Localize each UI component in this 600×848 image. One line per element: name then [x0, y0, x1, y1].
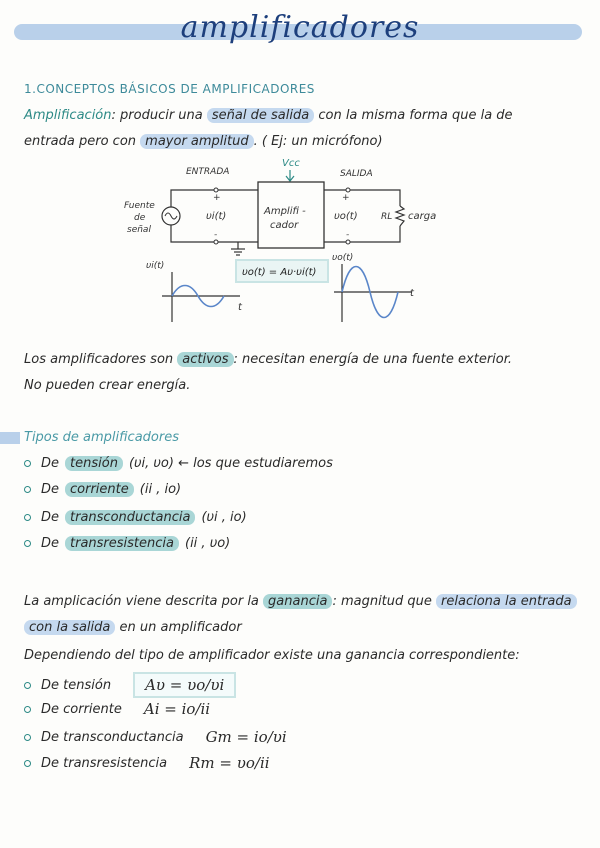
bullet-icon	[24, 486, 31, 493]
amplifier-circuit-diagram	[0, 150, 600, 330]
definition-term: Amplificación	[24, 108, 112, 123]
highlight-transconductancia: transconductancia	[65, 510, 195, 525]
tipos-item-prefix: De	[41, 510, 60, 525]
bullet-icon	[24, 514, 31, 521]
ganancia-item-label: De transconductancia	[41, 729, 184, 745]
input-plus: +	[213, 193, 221, 203]
bullet-icon	[24, 706, 31, 713]
ganancia-line-3: Dependiendo del tipo de amplificador existe una ganancia correspondiente:	[24, 648, 520, 663]
equation-text: υo(t) = Aυ·υi(t)	[242, 267, 317, 278]
output-wire-top	[324, 190, 400, 206]
ganancia-text-3: en un amplificador	[119, 620, 242, 635]
highlight-tension: tensión	[65, 456, 123, 471]
ganancia-item-label: De tensión	[41, 677, 112, 693]
graph-out-t-label: t	[410, 288, 414, 299]
graph-out-label: υo(t)	[332, 253, 354, 263]
highlight-senal-salida: señal de salida	[207, 108, 314, 123]
carga-label: carga	[408, 211, 437, 222]
ganancia-line-1	[24, 594, 577, 609]
entrada-label: ENTRADA	[186, 167, 230, 177]
section-side-marker	[0, 432, 20, 444]
input-minus: -	[214, 230, 218, 240]
ganancia-text-2: : magnitud que	[332, 594, 432, 609]
ganancia-text-1: La amplicación viene descrita por la	[24, 594, 259, 609]
active-line-2: No pueden crear energía.	[24, 378, 191, 393]
active-text-1: Los amplificadores son	[24, 352, 174, 367]
bullet-icon	[24, 540, 31, 547]
highlight-activos: activos	[177, 352, 233, 367]
source-label-2: de	[134, 213, 146, 223]
output-terminal-bottom	[346, 240, 350, 244]
formula-av: Aυ = υo/υi	[133, 672, 236, 698]
ganancia-item-transconductancia	[24, 728, 287, 746]
output-terminal-top	[346, 188, 350, 192]
ganancia-item-label: De corriente	[41, 701, 122, 717]
highlight-ganancia: ganancia	[263, 594, 332, 609]
ganancia-item-label: De transresistencia	[41, 755, 168, 771]
source-label-3: señal	[127, 225, 151, 235]
definition-text-4: . ( Ej: un micrófono)	[253, 134, 383, 149]
tipos-item-prefix: De	[41, 482, 60, 497]
source-label-1: Fuente	[124, 201, 155, 211]
amplifier-label-2: cador	[270, 220, 299, 231]
tipos-item-prefix: De	[41, 456, 60, 471]
highlight-transresistencia: transresistencia	[65, 536, 179, 551]
output-plus: +	[342, 193, 350, 203]
rl-label: RL	[381, 212, 393, 222]
definition-text-2: con la misma forma que la de	[318, 108, 513, 123]
definition-colon: :	[111, 108, 116, 123]
output-minus: -	[346, 230, 350, 240]
formula-gm: Gm = io/υi	[205, 728, 287, 746]
tipos-item-transresistencia	[24, 536, 230, 551]
graph-in-label: υi(t)	[146, 261, 165, 271]
ganancia-item-tension	[24, 672, 236, 698]
tipos-item-suffix: (υi, υo) ← los que estudiaremos	[128, 456, 333, 471]
amplifier-label-1: Amplifi -	[264, 206, 306, 217]
input-terminal-top	[214, 188, 218, 192]
highlight-corriente: corriente	[65, 482, 134, 497]
graph-in-t-label: t	[238, 302, 242, 313]
tipos-item-transconductancia	[24, 510, 247, 525]
sine-wave-icon	[165, 213, 177, 219]
vcc-label: Vcc	[282, 158, 300, 169]
highlight-mayor-amplitud: mayor amplitud	[140, 134, 253, 149]
formula-rm: Rm = υo/ii	[189, 754, 270, 772]
output-wire-bottom	[324, 226, 400, 242]
tipos-title: Tipos de amplificadores	[24, 430, 179, 445]
ganancia-item-corriente	[24, 700, 210, 718]
tipos-item-tension	[24, 456, 333, 471]
page-title: amplificadores	[180, 10, 420, 45]
ganancia-line-2	[24, 620, 242, 635]
tipos-item-corriente	[24, 482, 181, 497]
tipos-item-prefix: De	[41, 536, 60, 551]
input-terminal-bottom	[214, 240, 218, 244]
definition-text-3: entrada pero con	[24, 134, 137, 149]
highlight-relaciona-entrada: relaciona la entrada	[436, 594, 577, 609]
salida-label: SALIDA	[340, 169, 373, 179]
bullet-icon	[24, 460, 31, 467]
active-line-1	[24, 352, 512, 367]
definition-line-2	[24, 134, 383, 149]
tipos-item-suffix: (ii , υo)	[185, 536, 231, 551]
definition-line-1	[24, 108, 513, 123]
formula-ai: Ai = io/ii	[143, 700, 211, 718]
tipos-item-suffix: (ii , io)	[139, 482, 182, 497]
bullet-icon	[24, 682, 31, 689]
bullet-icon	[24, 734, 31, 741]
highlight-con-la-salida: con la salida	[24, 620, 115, 635]
active-text-2: : necesitan energía de una fuente exterior.	[233, 352, 513, 367]
vo-label: υo(t)	[334, 211, 358, 222]
definition-text-1: producir una	[120, 108, 203, 123]
vi-label: υi(t)	[206, 211, 227, 222]
load-resistor-icon	[396, 206, 404, 226]
tipos-item-suffix: (υi , io)	[201, 510, 247, 525]
bullet-icon	[24, 760, 31, 767]
ganancia-item-transresistencia	[24, 754, 270, 772]
section-title: 1.CONCEPTOS BÁSICOS DE AMPLIFICADORES	[24, 82, 315, 96]
